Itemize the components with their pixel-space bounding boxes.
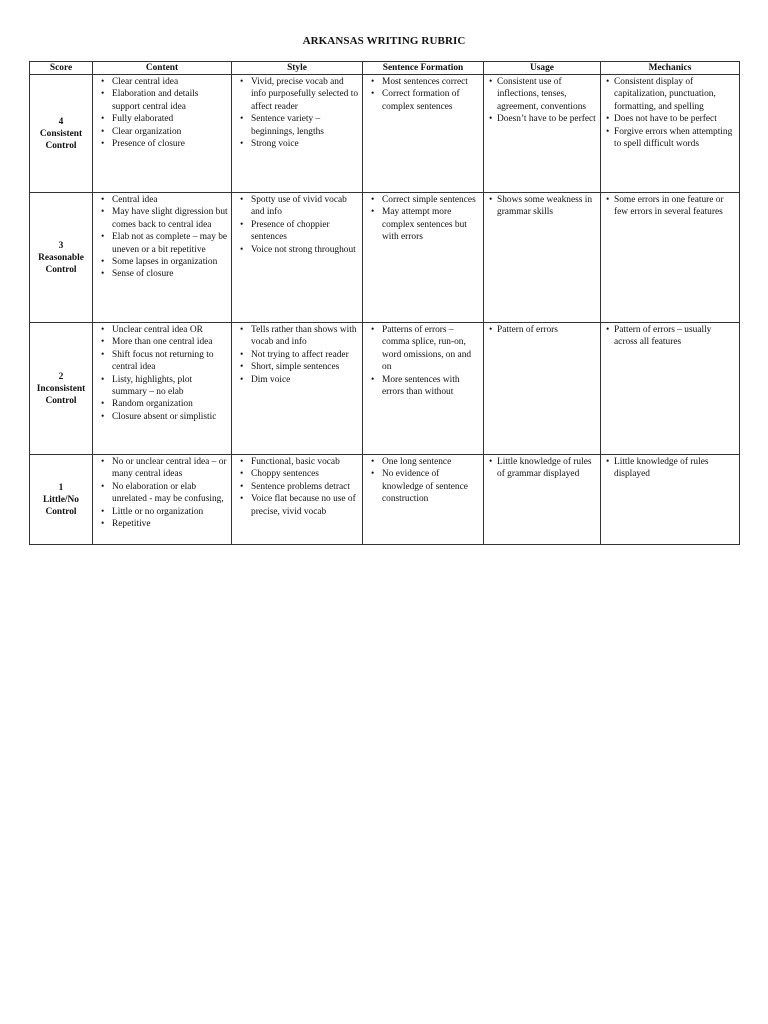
style-cell [232,75,363,193]
criteria-item: • Little knowledge of rules of grammar displayed [497,456,597,481]
criteria-item: • Vivid, precise vocab and info purposefully selected to affect reader [251,76,359,113]
sentence-formation-cell [363,193,484,323]
criteria-item: • Consistent display of capitalization, punctuation, formatting, and spelling [614,76,736,113]
criteria-item: • Unclear central idea OR [112,324,228,336]
content-cell [93,455,232,545]
criteria-list [235,76,359,150]
criteria-item: • Voice flat because no use of precise, vivid vocab [251,493,359,518]
criteria-item: • Pattern of errors – usually across all features [614,324,736,349]
content-cell [93,75,232,193]
sentence-formation-cell [363,455,484,545]
criteria-list [604,456,736,481]
criteria-item: • Not trying to affect reader [251,349,359,361]
score-label: Little/No Control [43,494,79,517]
criteria-list [96,324,228,423]
criteria-list [366,324,480,398]
header-content: Content [93,62,232,75]
criteria-item: • Consistent use of inflections, tenses, agreement, conventions [497,76,597,113]
score-label: Consistent Control [39,128,83,151]
score-number: 3 [58,240,64,251]
criteria-item: • Strong voice [251,138,359,150]
criteria-item: • Sentence problems detract [251,481,359,493]
criteria-item: • Fully elaborated [112,113,228,125]
criteria-item: • Elaboration and details support central idea [112,88,228,113]
criteria-item: • Listy, highlights, plot summary – no elab [112,374,228,399]
header-mechanics: Mechanics [601,62,740,75]
criteria-item: • Shift focus not returning to central idea [112,349,228,374]
criteria-item: • Tells rather than shows with vocab and info [251,324,359,349]
usage-cell [484,75,601,193]
criteria-item: • Little knowledge of rules displayed [614,456,736,481]
score-number: 4 [58,116,64,127]
rubric-row [30,75,740,193]
criteria-item: • Choppy sentences [251,468,359,480]
criteria-list [366,76,480,113]
criteria-item: • Sentence variety – beginnings, lengths [251,113,359,138]
score-number: 2 [58,371,64,382]
criteria-list [366,194,480,244]
criteria-item: • Most sentences correct [382,76,480,88]
usage-cell [484,323,601,455]
criteria-item: • Sense of closure [112,268,228,280]
criteria-list [604,76,736,150]
mechanics-cell [601,75,740,193]
criteria-list [487,324,597,336]
criteria-item: • Functional, basic vocab [251,456,359,468]
score-cell [30,323,93,455]
criteria-item: • No evidence of knowledge of sentence construction [382,468,480,505]
score-cell [30,75,93,193]
style-cell [232,455,363,545]
score-label: Reasonable Control [38,252,84,275]
score-cell [30,193,93,323]
content-cell [93,323,232,455]
content-cell [93,193,232,323]
header-usage: Usage [484,62,601,75]
criteria-item: • More sentences with errors than without [382,374,480,399]
criteria-item: • Closure absent or simplistic [112,411,228,423]
criteria-item: • Some lapses in organization [112,256,228,268]
criteria-list [604,194,736,219]
rubric-table [29,61,740,545]
criteria-item: • No elaboration or elab unrelated - may be confusing, [112,481,228,506]
usage-cell [484,455,601,545]
criteria-list [366,456,480,506]
criteria-list [235,324,359,386]
header-score: Score [30,62,93,75]
criteria-item: • No or unclear central idea – or many central ideas [112,456,228,481]
criteria-list [487,456,597,481]
score-label: Inconsistent Control [36,383,86,406]
criteria-list [235,456,359,518]
criteria-list [96,456,228,530]
criteria-item: • Clear central idea [112,76,228,88]
criteria-list [96,194,228,281]
criteria-item: • Repetitive [112,518,228,530]
criteria-list [487,76,597,126]
score-number: 1 [58,482,64,493]
sentence-formation-cell [363,75,484,193]
criteria-item: • Spotty use of vivid vocab and info [251,194,359,219]
sentence-formation-cell [363,323,484,455]
criteria-item: • Short, simple sentences [251,361,359,373]
header-row [30,62,740,75]
criteria-item: • May attempt more complex sentences but with errors [382,206,480,243]
mechanics-cell [601,455,740,545]
rubric-row [30,455,740,545]
criteria-item: • Presence of choppier sentences [251,219,359,244]
rubric-row [30,323,740,455]
style-cell [232,193,363,323]
criteria-item: • Patterns of errors – comma splice, run-on, word omissions, on and on [382,324,480,374]
criteria-list [604,324,736,349]
rubric-row [30,193,740,323]
criteria-list [487,194,597,219]
criteria-item: • May have slight digression but comes back to central idea [112,206,228,231]
criteria-item: • Doesn’t have to be perfect [497,113,597,125]
criteria-item: • Correct simple sentences [382,194,480,206]
mechanics-cell [601,193,740,323]
criteria-item: • Dim voice [251,374,359,386]
usage-cell [484,193,601,323]
criteria-list [96,76,228,150]
criteria-item: • Random organization [112,398,228,410]
criteria-list [235,194,359,256]
criteria-item: • Little or no organization [112,506,228,518]
criteria-item: • Pattern of errors [497,324,597,336]
header-sentence-formation: Sentence Formation [363,62,484,75]
criteria-item: • Does not have to be perfect [614,113,736,125]
criteria-item: • Presence of closure [112,138,228,150]
criteria-item: • Voice not strong throughout [251,244,359,256]
criteria-item: • Clear organization [112,126,228,138]
style-cell [232,323,363,455]
criteria-item: • Correct formation of complex sentences [382,88,480,113]
mechanics-cell [601,323,740,455]
document-title: ARKANSAS WRITING RUBRIC [302,35,466,47]
criteria-item: • Shows some weakness in grammar skills [497,194,597,219]
criteria-item: • Elab not as complete – may be uneven or a bit repetitive [112,231,228,256]
criteria-item: • Some errors in one feature or few errors in several features [614,194,736,219]
header-style: Style [232,62,363,75]
criteria-item: • Forgive errors when attempting to spell difficult words [614,126,736,151]
criteria-item: • One long sentence [382,456,480,468]
criteria-item: • Central idea [112,194,228,206]
score-cell [30,455,93,545]
criteria-item: • More than one central idea [112,336,228,348]
